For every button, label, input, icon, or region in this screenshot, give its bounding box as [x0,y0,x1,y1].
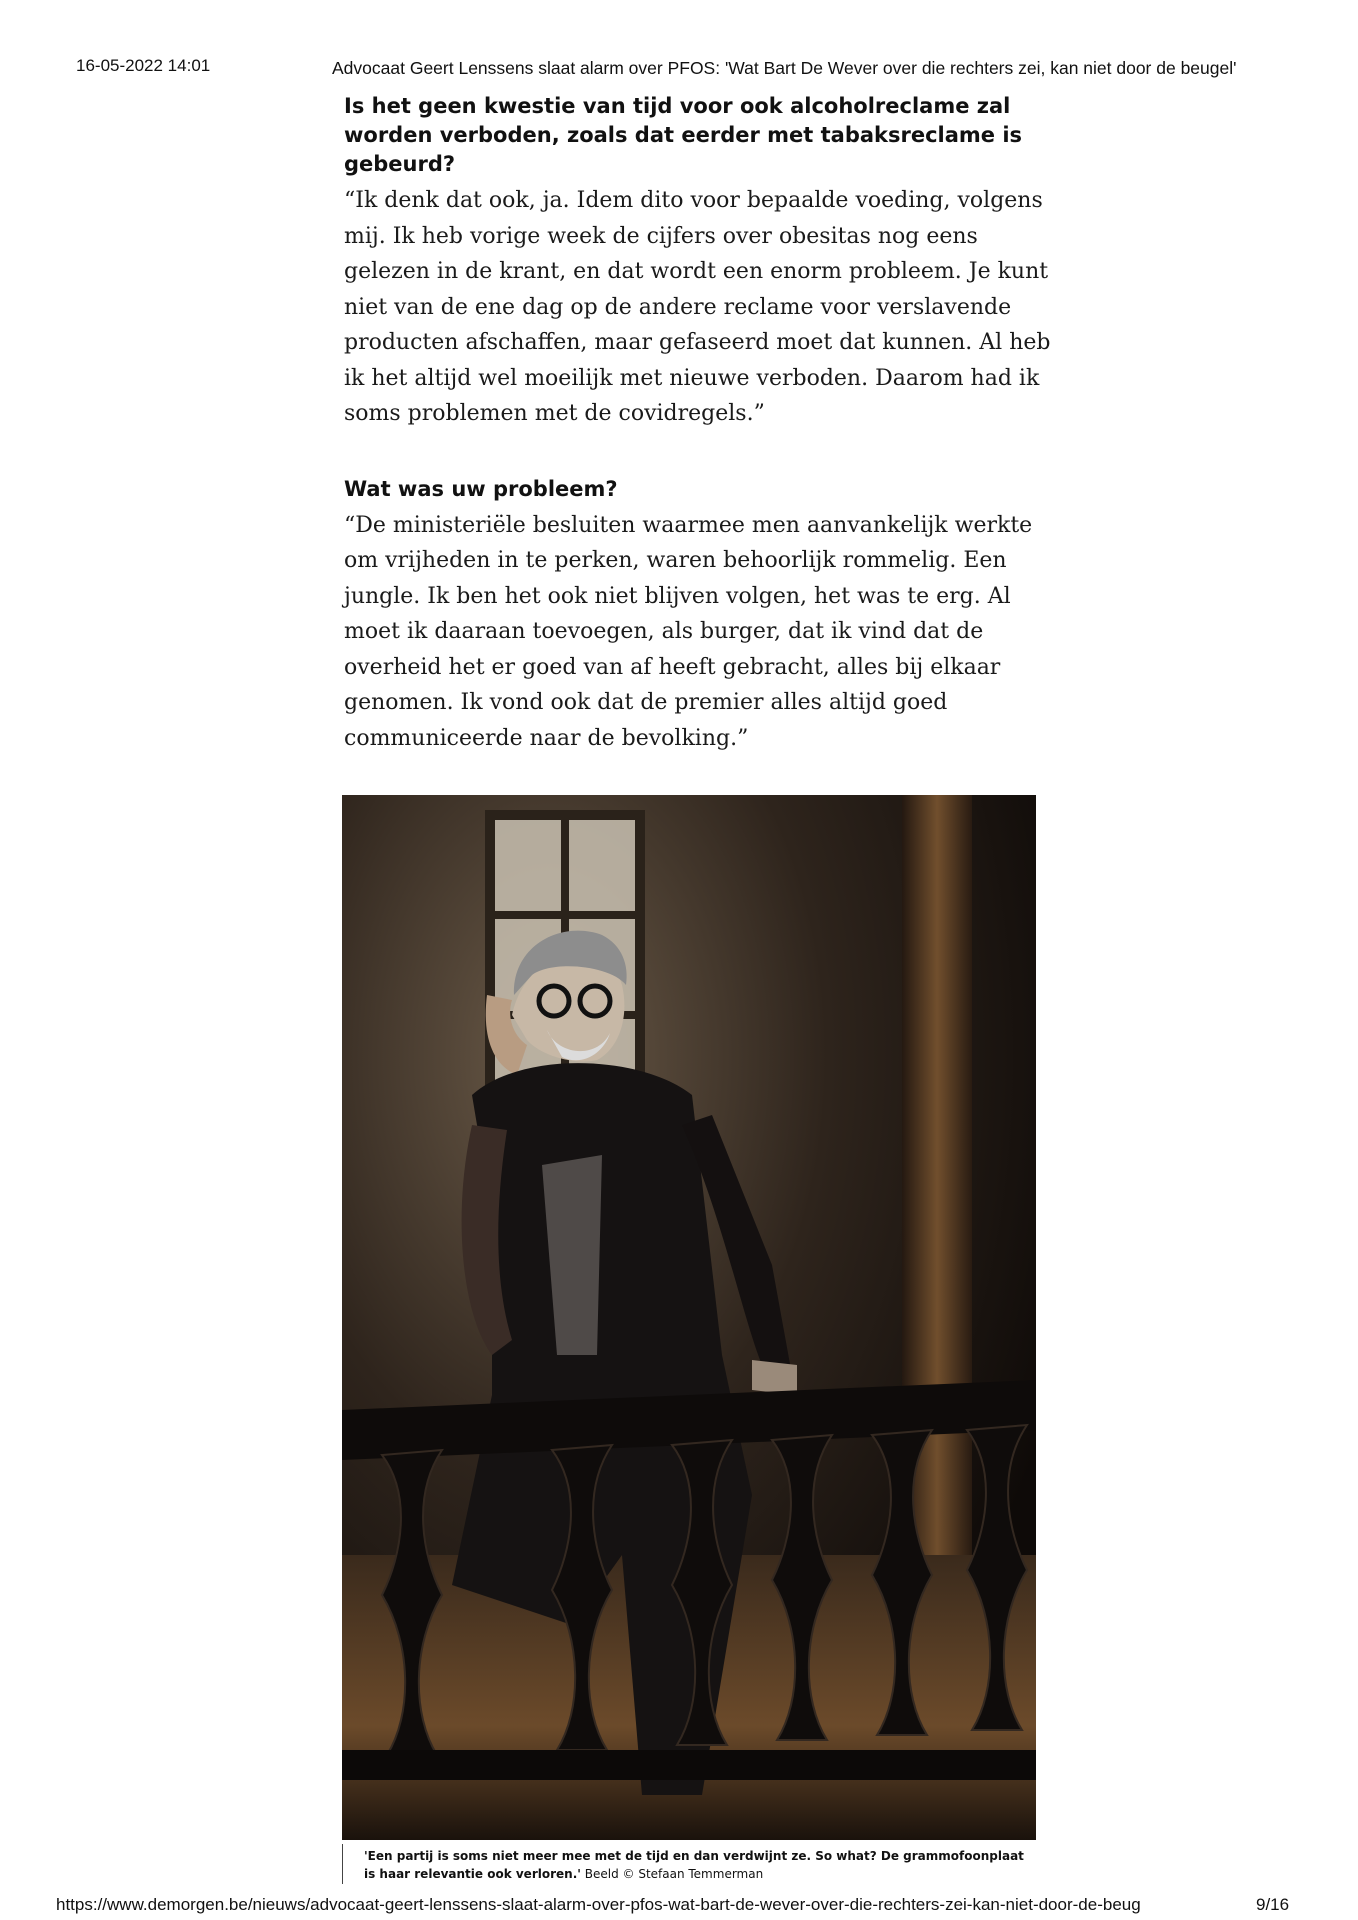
portrait-photo [342,795,1036,1840]
question-heading: Is het geen kwestie van tijd voor ook alcoholreclame zal worden verboden, zoals dat eerder met tabaksreclame is gebeurd? [344,94,1023,176]
portrait-photo-illustration [342,795,1036,1840]
article-body [344,92,1064,756]
question-heading: Wat was uw probleem? [344,476,618,501]
photo-caption [364,1847,1024,1883]
answer-paragraph: “De ministeriële besluiten waarmee men aanvankelijk werkte om vrijheden in te perken, waren behoorlijk rommelig. Een jungle. Ik ben het ook niet blijven volgen, het was te erg. Al moet ik daaraan toevoegen, als burger, dat ik vind dat de overheid het er goed van af heeft gebracht, alles bij elkaar genomen. Ik vond ook dat de premier alles altijd goed communiceerde naar de bevolking.” [344,512,1033,751]
print-page-title: Advocaat Geert Lenssens slaat alarm over PFOS: 'Wat Bart De Wever over die rechters zei, kan niet door de beugel' [332,58,1237,78]
answer-paragraph: “Ik denk dat ook, ja. Idem dito voor bepaalde voeding, volgens mij. Ik heb vorige week de cijfers over obesitas nog eens gelezen in de krant, en dat wordt een enorm probleem. Je kunt niet van de ene dag op de andere reclame voor verslavende producten afschaffen, maar gefaseerd moet dat kunnen. Al heb ik het altijd wel moeilijk met nieuwe verboden. Daarom had ik soms problemen met de covidregels.” [344,188,1051,426]
photo-credit: Beeld © Stefaan Temmerman [584,1867,764,1881]
print-date: 16-05-2022 14:01 [76,56,211,75]
print-url: https://www.demorgen.be/nieuws/advocaat-geert-lenssens-slaat-alarm-over-pfos-wat-bart-de-wever-over-die-rechters-zei-kan-niet-door-de-beug [56,1895,1141,1914]
qa-block [344,475,1064,757]
page-number: 9/16 [1256,1895,1290,1914]
caption-quote: 'Een partij is soms niet meer mee met de tijd en dan verdwijnt ze. So what? De grammofoonplaat is haar relevantie ook verloren.' [364,1849,1024,1881]
caption-divider [342,1844,343,1884]
